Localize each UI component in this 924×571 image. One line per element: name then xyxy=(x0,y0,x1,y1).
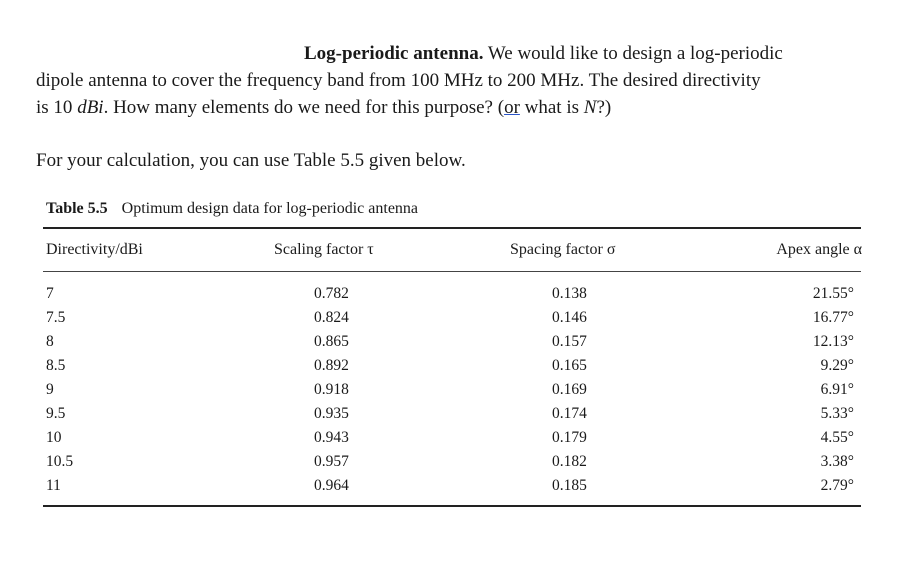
problem-line-3: is 10 dBi. How many elements do we need for this purpose? (or what is N?) xyxy=(36,97,612,118)
cell-directivity: 9.5 xyxy=(46,405,66,422)
table-row xyxy=(0,404,924,428)
instruction-text: For your calculation, you can use Table 5.5 given below. xyxy=(36,150,466,171)
cell-directivity: 7 xyxy=(46,285,54,302)
table-number: Table 5.5 xyxy=(46,200,108,217)
unit-dbi: dBi xyxy=(77,97,104,118)
table-title: Optimum design data for log-periodic antenna xyxy=(121,200,419,217)
cell-scaling: 0.865 xyxy=(314,333,349,350)
table-row xyxy=(0,332,924,356)
problem-line-1: Log-periodic antenna. We would like to design a log-periodic xyxy=(304,43,783,64)
cell-scaling: 0.943 xyxy=(314,429,349,446)
cell-spacing: 0.138 xyxy=(552,285,587,302)
table-row xyxy=(0,428,924,452)
cell-apex: 5.33° xyxy=(820,405,854,422)
cell-scaling: 0.935 xyxy=(314,405,349,422)
cell-directivity: 7.5 xyxy=(46,309,66,326)
problem-line-2: dipole antenna to cover the frequency band from 100 MHz to 200 MHz. The desired directivity xyxy=(36,70,761,91)
cell-apex: 12.13° xyxy=(812,333,854,350)
cell-scaling: 0.957 xyxy=(314,453,349,470)
cell-apex: 16.77° xyxy=(812,309,854,326)
table-row xyxy=(0,380,924,404)
cell-directivity: 10.5 xyxy=(46,453,74,470)
cell-directivity: 8 xyxy=(46,333,54,350)
table-row xyxy=(0,476,924,500)
problem-statement xyxy=(36,40,876,121)
table-row xyxy=(0,308,924,332)
cell-spacing: 0.157 xyxy=(552,333,587,350)
cell-scaling: 0.782 xyxy=(314,285,349,302)
table-bottom-rule xyxy=(43,505,861,507)
cell-spacing: 0.182 xyxy=(552,453,587,470)
cell-directivity: 10 xyxy=(46,429,62,446)
cell-directivity: 11 xyxy=(46,477,61,494)
variable-n: N xyxy=(583,97,597,118)
table-row xyxy=(0,284,924,308)
table-row xyxy=(0,452,924,476)
cell-spacing: 0.185 xyxy=(552,477,587,494)
cell-scaling: 0.892 xyxy=(314,357,349,374)
header-apex-angle: Apex angle α xyxy=(776,241,862,258)
table-top-rule xyxy=(43,227,861,229)
cell-spacing: 0.146 xyxy=(552,309,587,326)
table-body xyxy=(0,284,924,500)
header-spacing-factor: Spacing factor σ xyxy=(510,241,616,258)
cell-scaling: 0.964 xyxy=(314,477,349,494)
cell-apex: 6.91° xyxy=(820,381,854,398)
table-header-rule xyxy=(43,271,861,272)
cell-scaling: 0.918 xyxy=(314,381,349,398)
cell-spacing: 0.165 xyxy=(552,357,587,374)
header-directivity: Directivity/dBi xyxy=(46,241,143,258)
problem-title: Log-periodic antenna. xyxy=(304,43,484,64)
cell-apex: 4.55° xyxy=(820,429,854,446)
cell-spacing: 0.174 xyxy=(552,405,587,422)
cell-directivity: 9 xyxy=(46,381,54,398)
or-word: or xyxy=(504,97,520,118)
cell-apex: 2.79° xyxy=(820,477,854,494)
cell-directivity: 8.5 xyxy=(46,357,66,374)
cell-apex: 3.38° xyxy=(820,453,854,470)
cell-apex: 21.55° xyxy=(812,285,854,302)
cell-spacing: 0.179 xyxy=(552,429,587,446)
cell-scaling: 0.824 xyxy=(314,309,349,326)
cell-spacing: 0.169 xyxy=(552,381,587,398)
table-row xyxy=(0,356,924,380)
header-scaling-factor: Scaling factor τ xyxy=(274,241,374,258)
cell-apex: 9.29° xyxy=(820,357,854,374)
table-caption xyxy=(46,198,418,220)
